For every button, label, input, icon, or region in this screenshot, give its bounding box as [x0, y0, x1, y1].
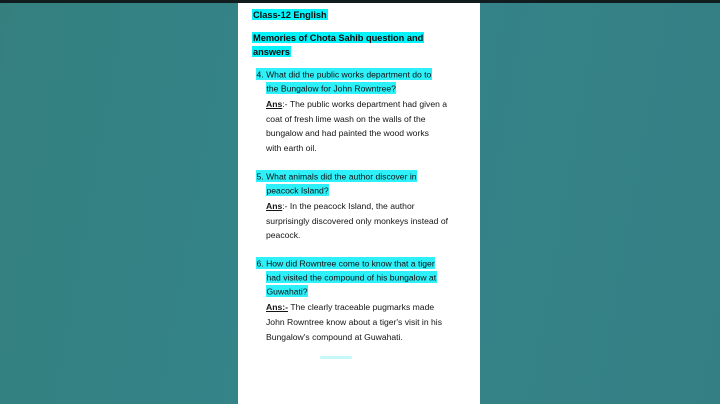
qa-block — [256, 256, 472, 345]
answer-line-text: The public works department had given a — [289, 98, 448, 109]
question-line-text: had visited the compound of his bungalow at — [266, 272, 437, 283]
question-line — [256, 81, 472, 95]
answer-label: Ans — [266, 98, 283, 109]
question-number: 6. — [256, 258, 264, 268]
question-text — [256, 256, 472, 299]
answer-line-text: peacock. — [266, 230, 301, 241]
qa-block — [256, 169, 472, 243]
answer-line-text: The clearly traceable pugmarks made — [290, 302, 435, 313]
answer-label: Ans — [266, 200, 283, 211]
answer-line-text: bungalow and had painted the wood works — [266, 128, 429, 139]
chapter-title-line — [252, 31, 452, 45]
top-letterbox-bar — [0, 0, 720, 3]
answer-text — [256, 97, 472, 156]
answer-line-text: Bungalow's compound at Guwahati. — [266, 331, 403, 342]
question-number: 5. — [256, 171, 264, 181]
qa-block — [256, 67, 472, 156]
answer-text — [256, 199, 472, 243]
answer-line — [266, 330, 472, 345]
question-line-text: the Bungalow for John Rowntree? — [266, 83, 396, 94]
question-line-text: How did Rowntree come to know that a tiger — [266, 258, 435, 268]
document-page — [238, 0, 480, 404]
answer-line-text: John Rowntree know about a tiger's visit in his — [266, 317, 442, 328]
chapter-title-line — [252, 45, 452, 59]
answer-line — [266, 199, 472, 214]
question-line — [256, 256, 472, 270]
answer-text — [256, 300, 472, 344]
answer-line — [266, 228, 472, 243]
answer-line — [266, 97, 472, 112]
chapter-title-line-1: Memories of Chota Sahib question and — [253, 33, 424, 43]
question-line — [256, 169, 472, 183]
question-line-text: What animals did the author discover in — [266, 171, 417, 181]
answer-line-text: surprisingly discovered only monkeys instead of — [266, 215, 448, 226]
answer-line-text: coat of fresh lime wash on the walls of the — [266, 113, 426, 124]
answer-label-suffix: :- — [282, 200, 288, 211]
answer-line — [266, 300, 472, 315]
chapter-title-line-2: answers — [253, 47, 290, 58]
answer-line-text: with earth oil. — [266, 143, 317, 154]
question-line — [256, 183, 472, 197]
answer-line — [266, 214, 472, 229]
question-line-text: peacock Island? — [266, 185, 329, 196]
class-label — [252, 8, 467, 22]
question-line — [256, 67, 472, 81]
answer-line — [266, 112, 472, 127]
question-line-text: Guwahati? — [266, 286, 308, 297]
answer-line-text: In the peacock Island, the author — [289, 200, 415, 211]
answer-label: Ans:- — [266, 302, 288, 313]
question-text — [256, 67, 472, 96]
class-label-text: Class-12 English — [253, 10, 327, 20]
question-line-text: What did the public works department do to — [266, 69, 432, 79]
chapter-title — [252, 31, 452, 60]
question-line — [256, 270, 472, 284]
highlight-artifact — [320, 356, 352, 359]
question-line — [256, 285, 472, 299]
question-number: 4. — [256, 69, 264, 79]
answer-line — [266, 126, 472, 141]
question-text — [256, 169, 472, 198]
answer-label-suffix: :- — [282, 98, 288, 109]
answer-line — [266, 315, 472, 330]
answer-line — [266, 141, 472, 156]
